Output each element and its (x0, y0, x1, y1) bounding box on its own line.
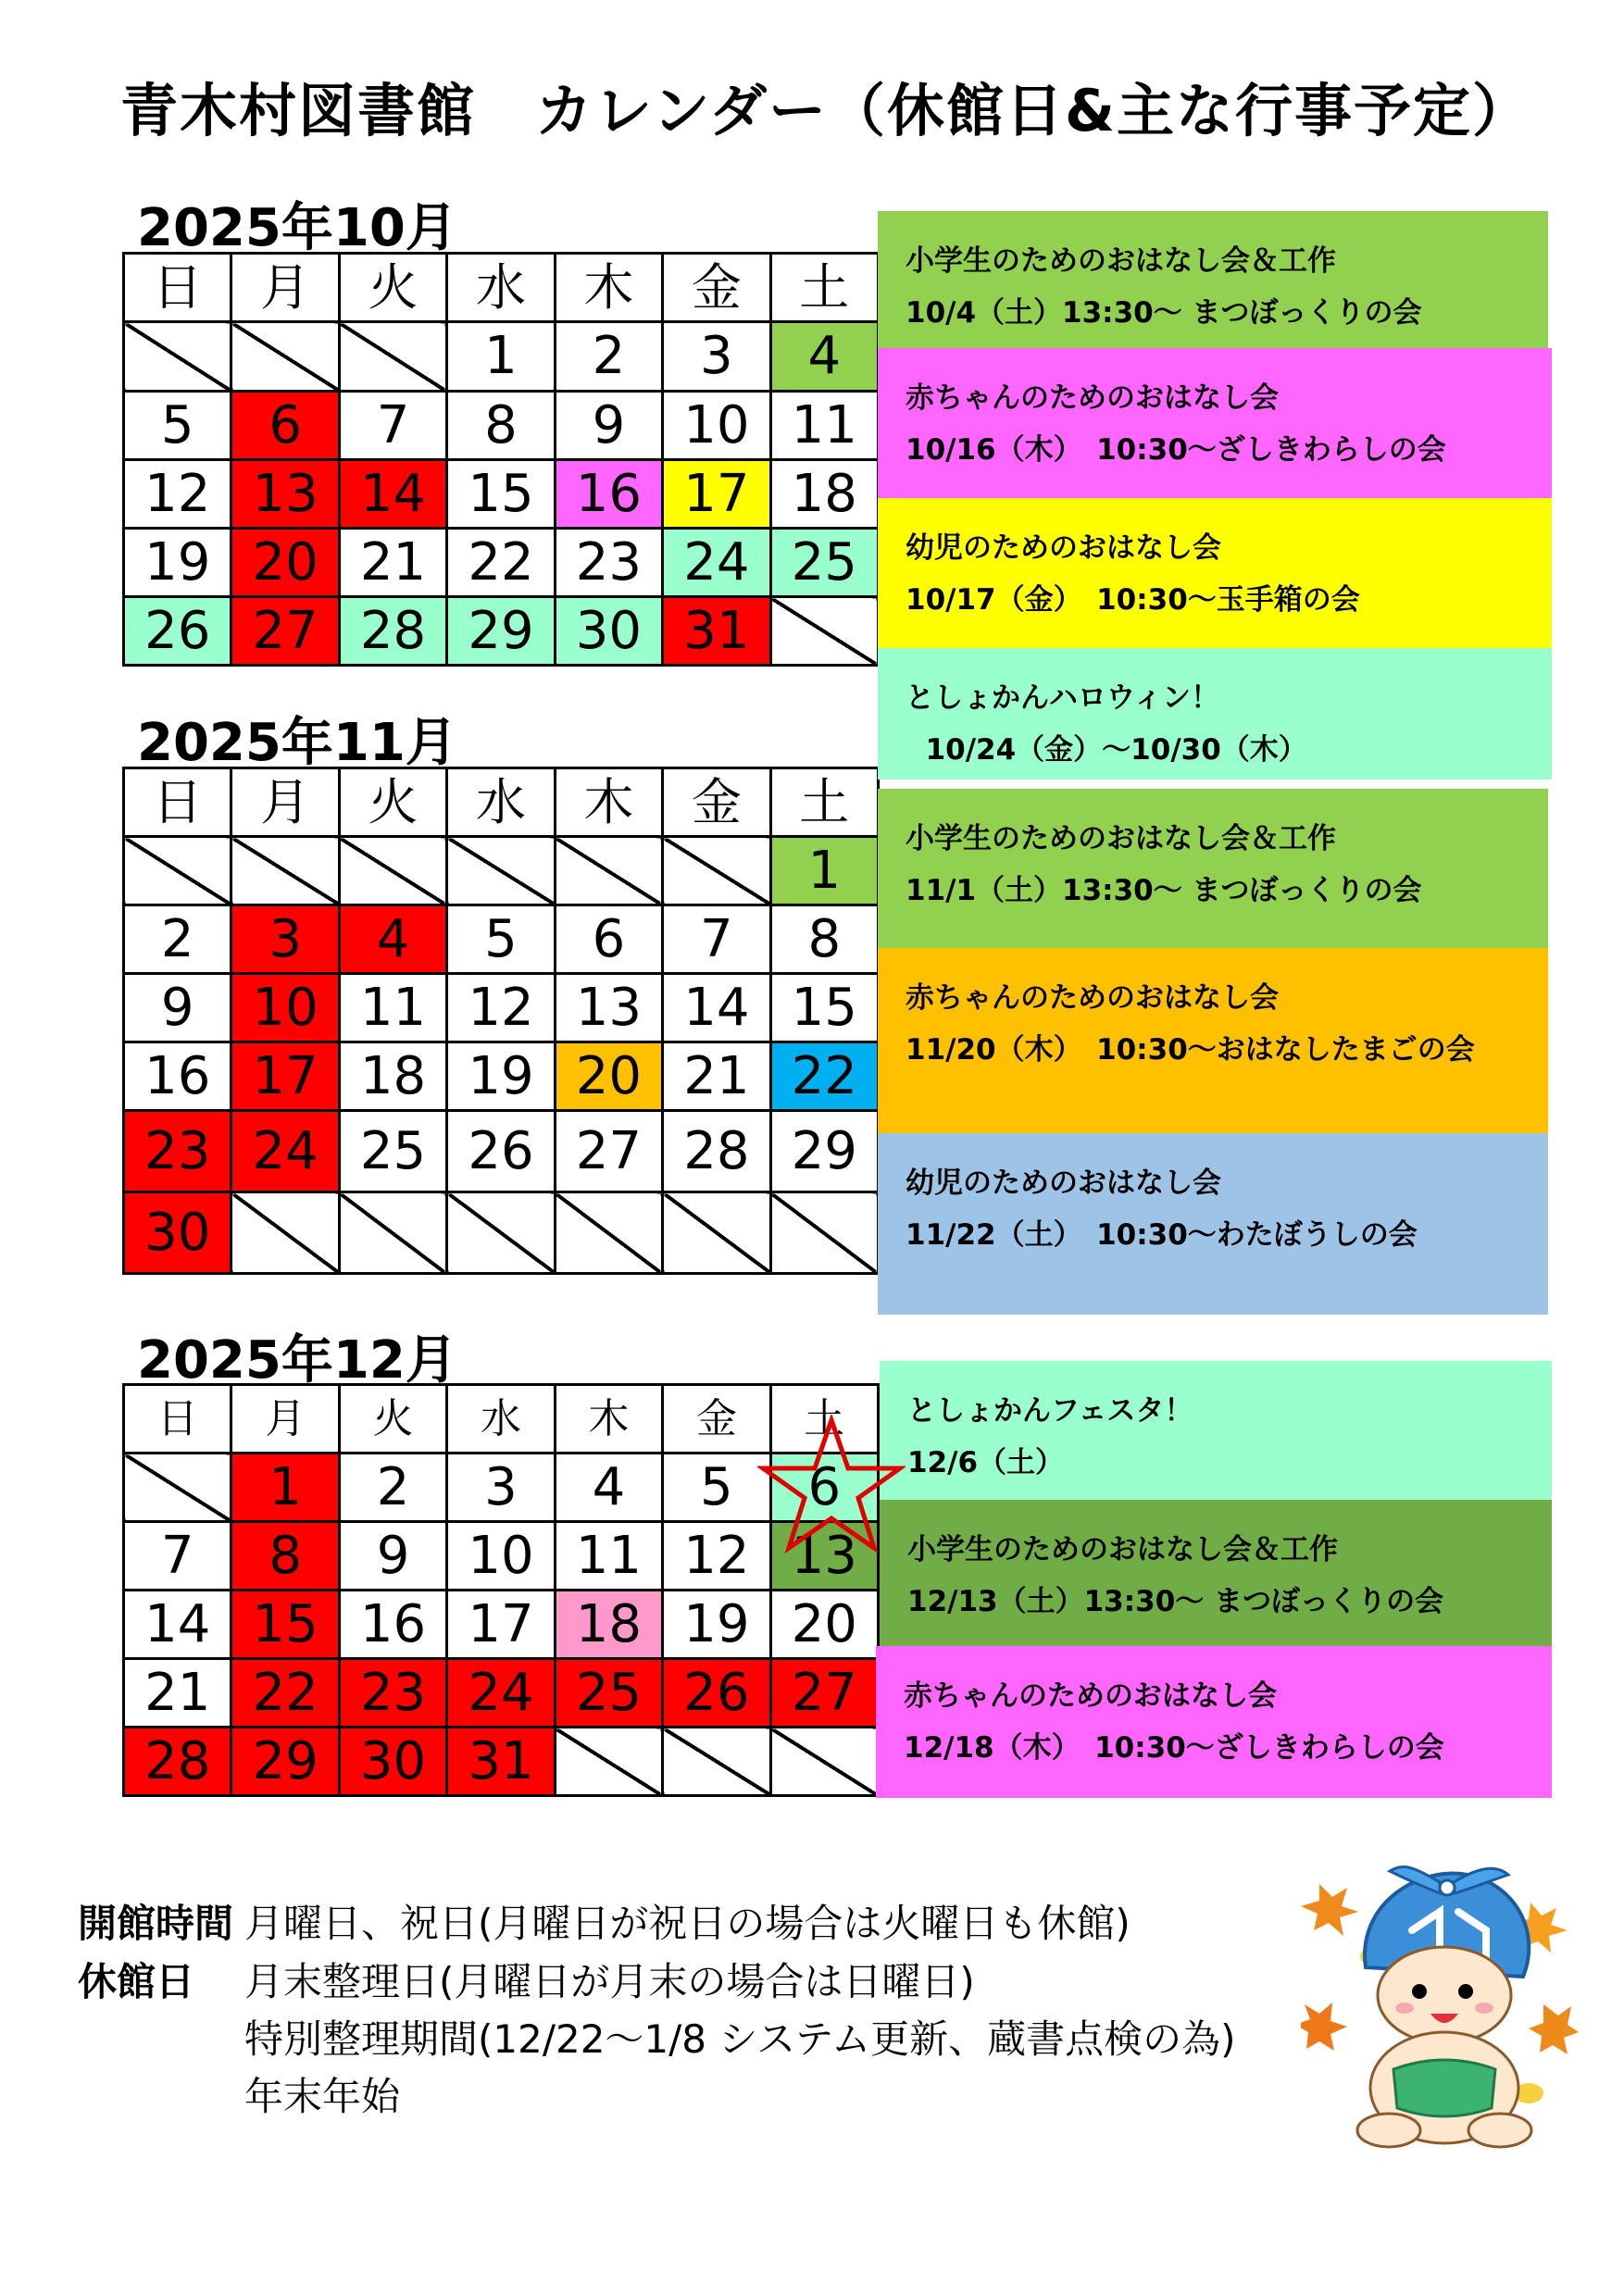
event-box (880, 1361, 1552, 1500)
day-cell: 8 (447, 392, 555, 460)
day-cell: 13 (555, 974, 662, 1042)
day-cell: 11 (770, 392, 878, 460)
day-cell: 1 (447, 322, 555, 392)
week-row (124, 392, 879, 460)
day-cell: 23 (339, 1659, 446, 1728)
day-cell: 15 (770, 974, 878, 1042)
event-box (878, 498, 1552, 648)
day-cell: 3 (231, 905, 339, 974)
star-icon (757, 1415, 906, 1555)
day-cell: 22 (231, 1659, 339, 1728)
event-title: 赤ちゃんのためのおはなし会 (904, 1679, 1277, 1713)
day-cell: 6 (555, 905, 662, 974)
day-cell: 7 (339, 392, 446, 460)
day-cell: 21 (663, 1042, 770, 1111)
day-cell: 9 (339, 1522, 446, 1591)
event-detail: 11/1（土）13:30～ まつぼっくりの会 (906, 874, 1422, 907)
week-row (124, 322, 879, 392)
event-box (876, 1646, 1552, 1798)
day-cell: 15 (447, 460, 555, 529)
day-cell: 25 (339, 1111, 446, 1192)
weekday-header-row (124, 254, 879, 322)
empty-day-cell (663, 837, 770, 905)
event-detail: 10/17（金） 10:30～玉手箱の会 (906, 583, 1360, 617)
day-cell: 17 (447, 1591, 555, 1659)
hours-text: 月曜日、祝日(月曜日が祝日の場合は火曜日も休館) (244, 1901, 1131, 1946)
event-title: 小学生のためのおはなし会＆工作 (906, 822, 1336, 855)
event-box (878, 1133, 1548, 1315)
day-cell: 12 (124, 460, 231, 529)
event-detail: 12/6（土） (907, 1446, 1065, 1479)
event-box (878, 211, 1548, 348)
event-box (878, 789, 1548, 948)
day-cell: 5 (124, 392, 231, 460)
weekday-label: 火 (339, 768, 446, 837)
event-detail: 10/24（金）～10/30（木） (906, 733, 1307, 767)
weekday-label: 木 (555, 1385, 662, 1454)
day-cell: 27 (770, 1659, 878, 1728)
day-cell: 12 (447, 974, 555, 1042)
day-cell: 23 (124, 1111, 231, 1192)
empty-day-cell (663, 1192, 770, 1274)
day-cell: 25 (555, 1659, 662, 1728)
day-cell: 29 (231, 1728, 339, 1796)
day-cell: 20 (770, 1591, 878, 1659)
week-row (124, 529, 879, 597)
weekday-label: 水 (447, 768, 555, 837)
day-cell: 4 (770, 322, 878, 392)
event-title: 赤ちゃんのためのおはなし会 (906, 981, 1279, 1015)
empty-day-cell (447, 837, 555, 905)
day-cell: 17 (231, 1042, 339, 1111)
empty-day-cell (124, 837, 231, 905)
week-row (124, 1111, 879, 1192)
day-cell: 10 (447, 1522, 555, 1591)
day-cell: 24 (231, 1111, 339, 1192)
day-cell: 29 (447, 597, 555, 666)
day-cell: 3 (663, 322, 770, 392)
week-row (124, 837, 879, 905)
day-cell: 31 (447, 1728, 555, 1796)
week-row (124, 1042, 879, 1111)
weekday-label: 水 (447, 254, 555, 322)
event-title: 赤ちゃんのためのおはなし会 (906, 381, 1279, 415)
day-cell: 16 (555, 460, 662, 529)
month-title-october: 2025年10月 (137, 198, 457, 258)
week-row (124, 1192, 879, 1274)
day-cell: 24 (663, 529, 770, 597)
closed-line: 特別整理期間(12/22～1/8 システム更新、蔵書点検の為) (244, 2016, 1236, 2062)
day-cell: 7 (124, 1522, 231, 1591)
day-cell: 1 (770, 837, 878, 905)
day-cell: 19 (447, 1042, 555, 1111)
event-detail: 11/22（土） 10:30～わたぼうしの会 (906, 1218, 1418, 1252)
week-row (124, 460, 879, 529)
day-cell: 23 (555, 529, 662, 597)
weekday-label: 日 (124, 1385, 231, 1454)
empty-day-cell (339, 837, 446, 905)
event-title: 幼児のためのおはなし会 (906, 531, 1221, 565)
weekday-label: 木 (555, 254, 662, 322)
weekday-label: 水 (447, 1385, 555, 1454)
day-cell: 3 (447, 1454, 555, 1522)
event-detail: 10/4（土）13:30～ まつぼっくりの会 (906, 296, 1422, 330)
day-cell: 2 (124, 905, 231, 974)
day-cell: 12 (663, 1522, 770, 1591)
empty-day-cell (447, 1192, 555, 1274)
week-row (124, 1728, 879, 1796)
weekday-label: 日 (124, 768, 231, 837)
calendar-november (122, 767, 880, 1275)
day-cell: 2 (555, 322, 662, 392)
week-row (124, 905, 879, 974)
event-title: 小学生のためのおはなし会＆工作 (907, 1533, 1338, 1566)
day-cell: 20 (231, 529, 339, 597)
day-cell: 28 (124, 1728, 231, 1796)
day-cell: 11 (555, 1522, 662, 1591)
day-cell: 4 (339, 905, 446, 974)
day-cell: 5 (447, 905, 555, 974)
day-cell: 13 (231, 460, 339, 529)
weekday-label: 火 (339, 1385, 446, 1454)
day-cell: 18 (770, 460, 878, 529)
event-detail: 10/16（木） 10:30～ざしきわらしの会 (906, 433, 1446, 467)
empty-day-cell (339, 322, 446, 392)
day-cell: 21 (339, 529, 446, 597)
day-cell: 15 (231, 1591, 339, 1659)
day-cell: 11 (339, 974, 446, 1042)
day-cell: 30 (555, 597, 662, 666)
event-box (880, 1500, 1552, 1646)
day-cell: 6 (770, 1454, 878, 1522)
day-cell: 31 (663, 597, 770, 666)
weekday-label: 月 (231, 254, 339, 322)
day-cell: 10 (231, 974, 339, 1042)
calendar-october (122, 252, 880, 667)
empty-day-cell (663, 1728, 770, 1796)
empty-day-cell (770, 597, 878, 666)
day-cell: 13 (770, 1522, 878, 1591)
empty-day-cell (770, 1192, 878, 1274)
day-cell: 25 (770, 529, 878, 597)
day-cell: 30 (339, 1728, 446, 1796)
empty-day-cell (124, 322, 231, 392)
mascot-illustration (1301, 1866, 1579, 2152)
empty-day-cell (555, 1728, 662, 1796)
closed-label: 休館日 (78, 1959, 195, 2004)
day-cell: 5 (663, 1454, 770, 1522)
footer-hours (78, 1893, 1131, 1949)
day-cell: 16 (339, 1591, 446, 1659)
empty-day-cell (555, 837, 662, 905)
day-cell: 30 (124, 1192, 231, 1274)
event-title: としょかんフェスタ！ (907, 1394, 1193, 1428)
page-title: 青木村図書館 カレンダー（休館日&主な行事予定） (120, 77, 1532, 144)
day-cell: 24 (447, 1659, 555, 1728)
empty-day-cell (124, 1454, 231, 1522)
weekday-label: 月 (231, 1385, 339, 1454)
closed-line: 月末整理日(月曜日が月末の場合は日曜日) (244, 1959, 975, 2004)
week-row (124, 1659, 879, 1728)
day-cell: 19 (124, 529, 231, 597)
day-cell: 10 (663, 392, 770, 460)
day-cell: 22 (770, 1042, 878, 1111)
empty-day-cell (231, 837, 339, 905)
week-row (124, 974, 879, 1042)
day-cell: 19 (663, 1591, 770, 1659)
day-cell: 28 (339, 597, 446, 666)
month-title-november: 2025年11月 (137, 713, 457, 773)
weekday-label: 日 (124, 254, 231, 322)
day-cell: 6 (231, 392, 339, 460)
weekday-label: 土 (770, 1385, 878, 1454)
empty-day-cell (231, 322, 339, 392)
day-cell: 14 (339, 460, 446, 529)
day-cell: 29 (770, 1111, 878, 1192)
event-box (878, 648, 1552, 780)
day-cell: 27 (231, 597, 339, 666)
empty-day-cell (231, 1192, 339, 1274)
weekday-label: 金 (663, 768, 770, 837)
day-cell: 22 (447, 529, 555, 597)
day-cell: 16 (124, 1042, 231, 1111)
day-cell: 8 (231, 1522, 339, 1591)
day-cell: 26 (447, 1111, 555, 1192)
day-cell: 26 (124, 597, 231, 666)
day-cell: 17 (663, 460, 770, 529)
empty-day-cell (770, 1728, 878, 1796)
event-box (878, 948, 1548, 1133)
weekday-label: 木 (555, 768, 662, 837)
day-cell: 21 (124, 1659, 231, 1728)
footer-closed (78, 1952, 975, 2007)
week-row (124, 597, 879, 666)
weekday-label: 金 (663, 1385, 770, 1454)
day-cell: 18 (339, 1042, 446, 1111)
day-cell: 8 (770, 905, 878, 974)
weekday-label: 金 (663, 254, 770, 322)
day-cell: 20 (555, 1042, 662, 1111)
weekday-label: 月 (231, 768, 339, 837)
weekday-label: 土 (770, 768, 878, 837)
event-title: 幼児のためのおはなし会 (906, 1167, 1221, 1200)
weekday-label: 火 (339, 254, 446, 322)
day-cell: 7 (663, 905, 770, 974)
event-detail: 12/13（土）13:30～ まつぼっくりの会 (907, 1585, 1444, 1618)
empty-day-cell (339, 1192, 446, 1274)
day-cell: 28 (663, 1111, 770, 1192)
day-cell: 9 (555, 392, 662, 460)
event-title: としょかんハロウィン！ (906, 681, 1220, 715)
day-cell: 18 (555, 1591, 662, 1659)
day-cell: 14 (663, 974, 770, 1042)
event-title: 小学生のためのおはなし会＆工作 (906, 244, 1336, 278)
empty-day-cell (555, 1192, 662, 1274)
day-cell: 4 (555, 1454, 662, 1522)
footer-closed-line (244, 2009, 1236, 2065)
day-cell: 14 (124, 1591, 231, 1659)
event-detail: 11/20（木） 10:30～おはなしたまごの会 (906, 1033, 1475, 1067)
footer-closed-line (244, 2066, 400, 2122)
month-title-december: 2025年12月 (137, 1330, 457, 1391)
weekday-label: 土 (770, 254, 878, 322)
day-cell: 2 (339, 1454, 446, 1522)
day-cell: 9 (124, 974, 231, 1042)
hours-label: 開館時間 (78, 1901, 234, 1946)
day-cell: 27 (555, 1111, 662, 1192)
weekday-header-row (124, 768, 879, 837)
day-cell: 26 (663, 1659, 770, 1728)
day-cell: 1 (231, 1454, 339, 1522)
event-box (878, 348, 1552, 498)
week-row (124, 1591, 879, 1659)
closed-line: 年末年始 (244, 2074, 401, 2119)
event-detail: 12/18（木） 10:30～ざしきわらしの会 (904, 1731, 1444, 1765)
